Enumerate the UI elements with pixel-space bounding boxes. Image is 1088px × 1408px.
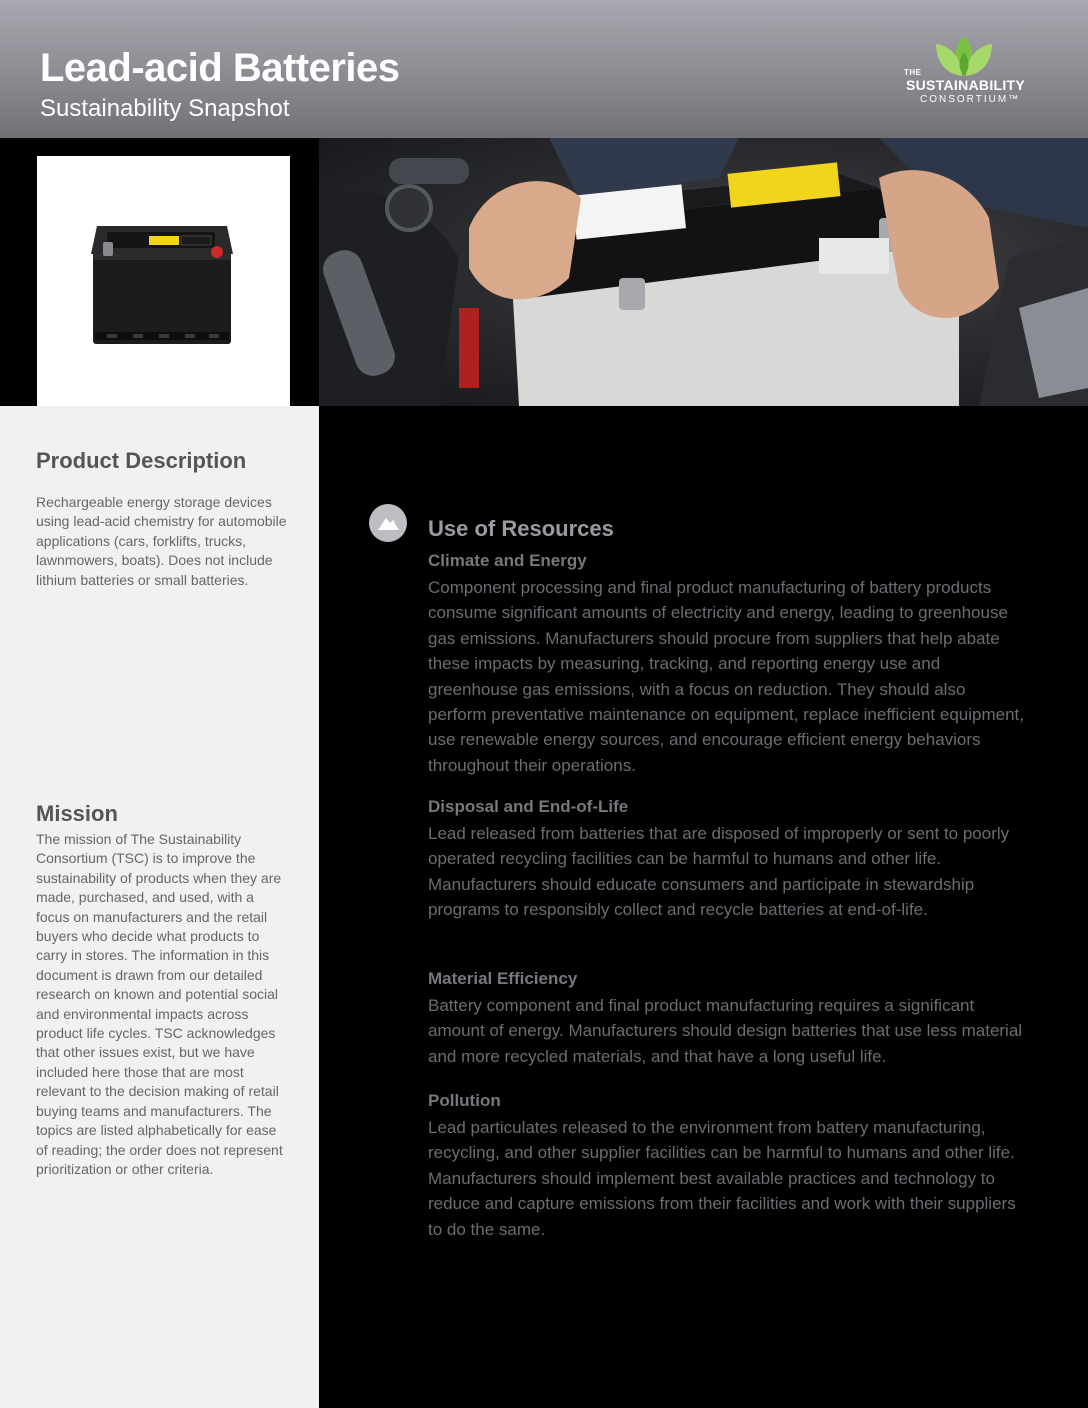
mountain-icon xyxy=(369,504,407,542)
product-description-heading: Product Description xyxy=(36,448,247,473)
tsc-logo xyxy=(900,34,1030,108)
section-text-disposal: Lead released from batteries that are disposed of improperly or sent to poorly operated recycling facilities can be harmful to humans and other life. Manufacturers should educate consumers and participate in stewardship programs to responsibly collect and recycle batteries at end-of-life. xyxy=(428,824,1010,920)
mission-text: The mission of The Sustainability Consortium (TSC) is to improve the sustainability of products when they are made, purchased, and used, with a focus on manufacturers and the retail buyers who decide what products to carry in stores. The information in this document is drawn from our detailed research on known and potential social and environmental impacts across product life cycles. TSC acknowledges that other issues exist, but we have included here those that are most relevant to the decision making of retail buying teams and manufacturers. The topics are listed alphabetically for ease of reading; the order does not represent prioritization or other criteria. xyxy=(36,831,283,1177)
page-subtitle: Sustainability Snapshot xyxy=(40,95,290,122)
header-banner xyxy=(0,0,1088,138)
section-title-disposal: Disposal and End-of-Life xyxy=(428,797,629,816)
battery-product-image xyxy=(37,156,290,406)
product-description-text: Rechargeable energy storage devices using lead-acid chemistry for automobile applications (cars, forklifts, trucks, lawnmowers, boats). Does not include lithium batteries or small batteries. xyxy=(36,494,287,588)
sidebar-panel xyxy=(0,406,319,1408)
logo-line-2: SUSTAINABILITY xyxy=(906,77,1026,93)
logo-line-1: THE xyxy=(904,68,922,77)
page-title: Lead-acid Batteries xyxy=(40,46,400,90)
section-title-climate: Climate and Energy xyxy=(428,551,587,570)
mission-heading: Mission xyxy=(36,801,118,826)
logo-line-3: CONSORTIUM™ xyxy=(920,94,1021,105)
section-text-material: Battery component and final product manufacturing requires a significant amount of energy. Manufacturers should design batteries that use less material and more recycled materials, and that have a long useful life. xyxy=(428,996,1023,1066)
section-title-pollution: Pollution xyxy=(428,1091,501,1110)
section-text-pollution: Lead particulates released to the environment from battery manufacturing, recycling, and other supplier facilities can be harmful to humans and other life. Manufacturers should implement best available practices and technology to reduce and capture emissions from their facilities and work with their suppliers to do the same. xyxy=(428,1118,1016,1239)
battery-installation-photo xyxy=(319,138,1088,406)
section-text-climate: Component processing and final product manufacturing of battery products consume significant amounts of electricity and energy, leading to greenhouse gas emissions. Manufacturers should procure from suppliers that help abate these impacts by measuring, tracking, and reporting energy use and greenhouse gas emissions, with a focus on reduction. They should also perform preventative maintenance on equipment, replace inefficient equipment, use renewable energy sources, and encourage efficient energy behaviors throughout their operations. xyxy=(428,578,1024,775)
section-title-material: Material Efficiency xyxy=(428,969,578,988)
use-of-resources-heading: Use of Resources xyxy=(428,516,614,541)
lotus-leaf-icon xyxy=(928,34,1000,78)
